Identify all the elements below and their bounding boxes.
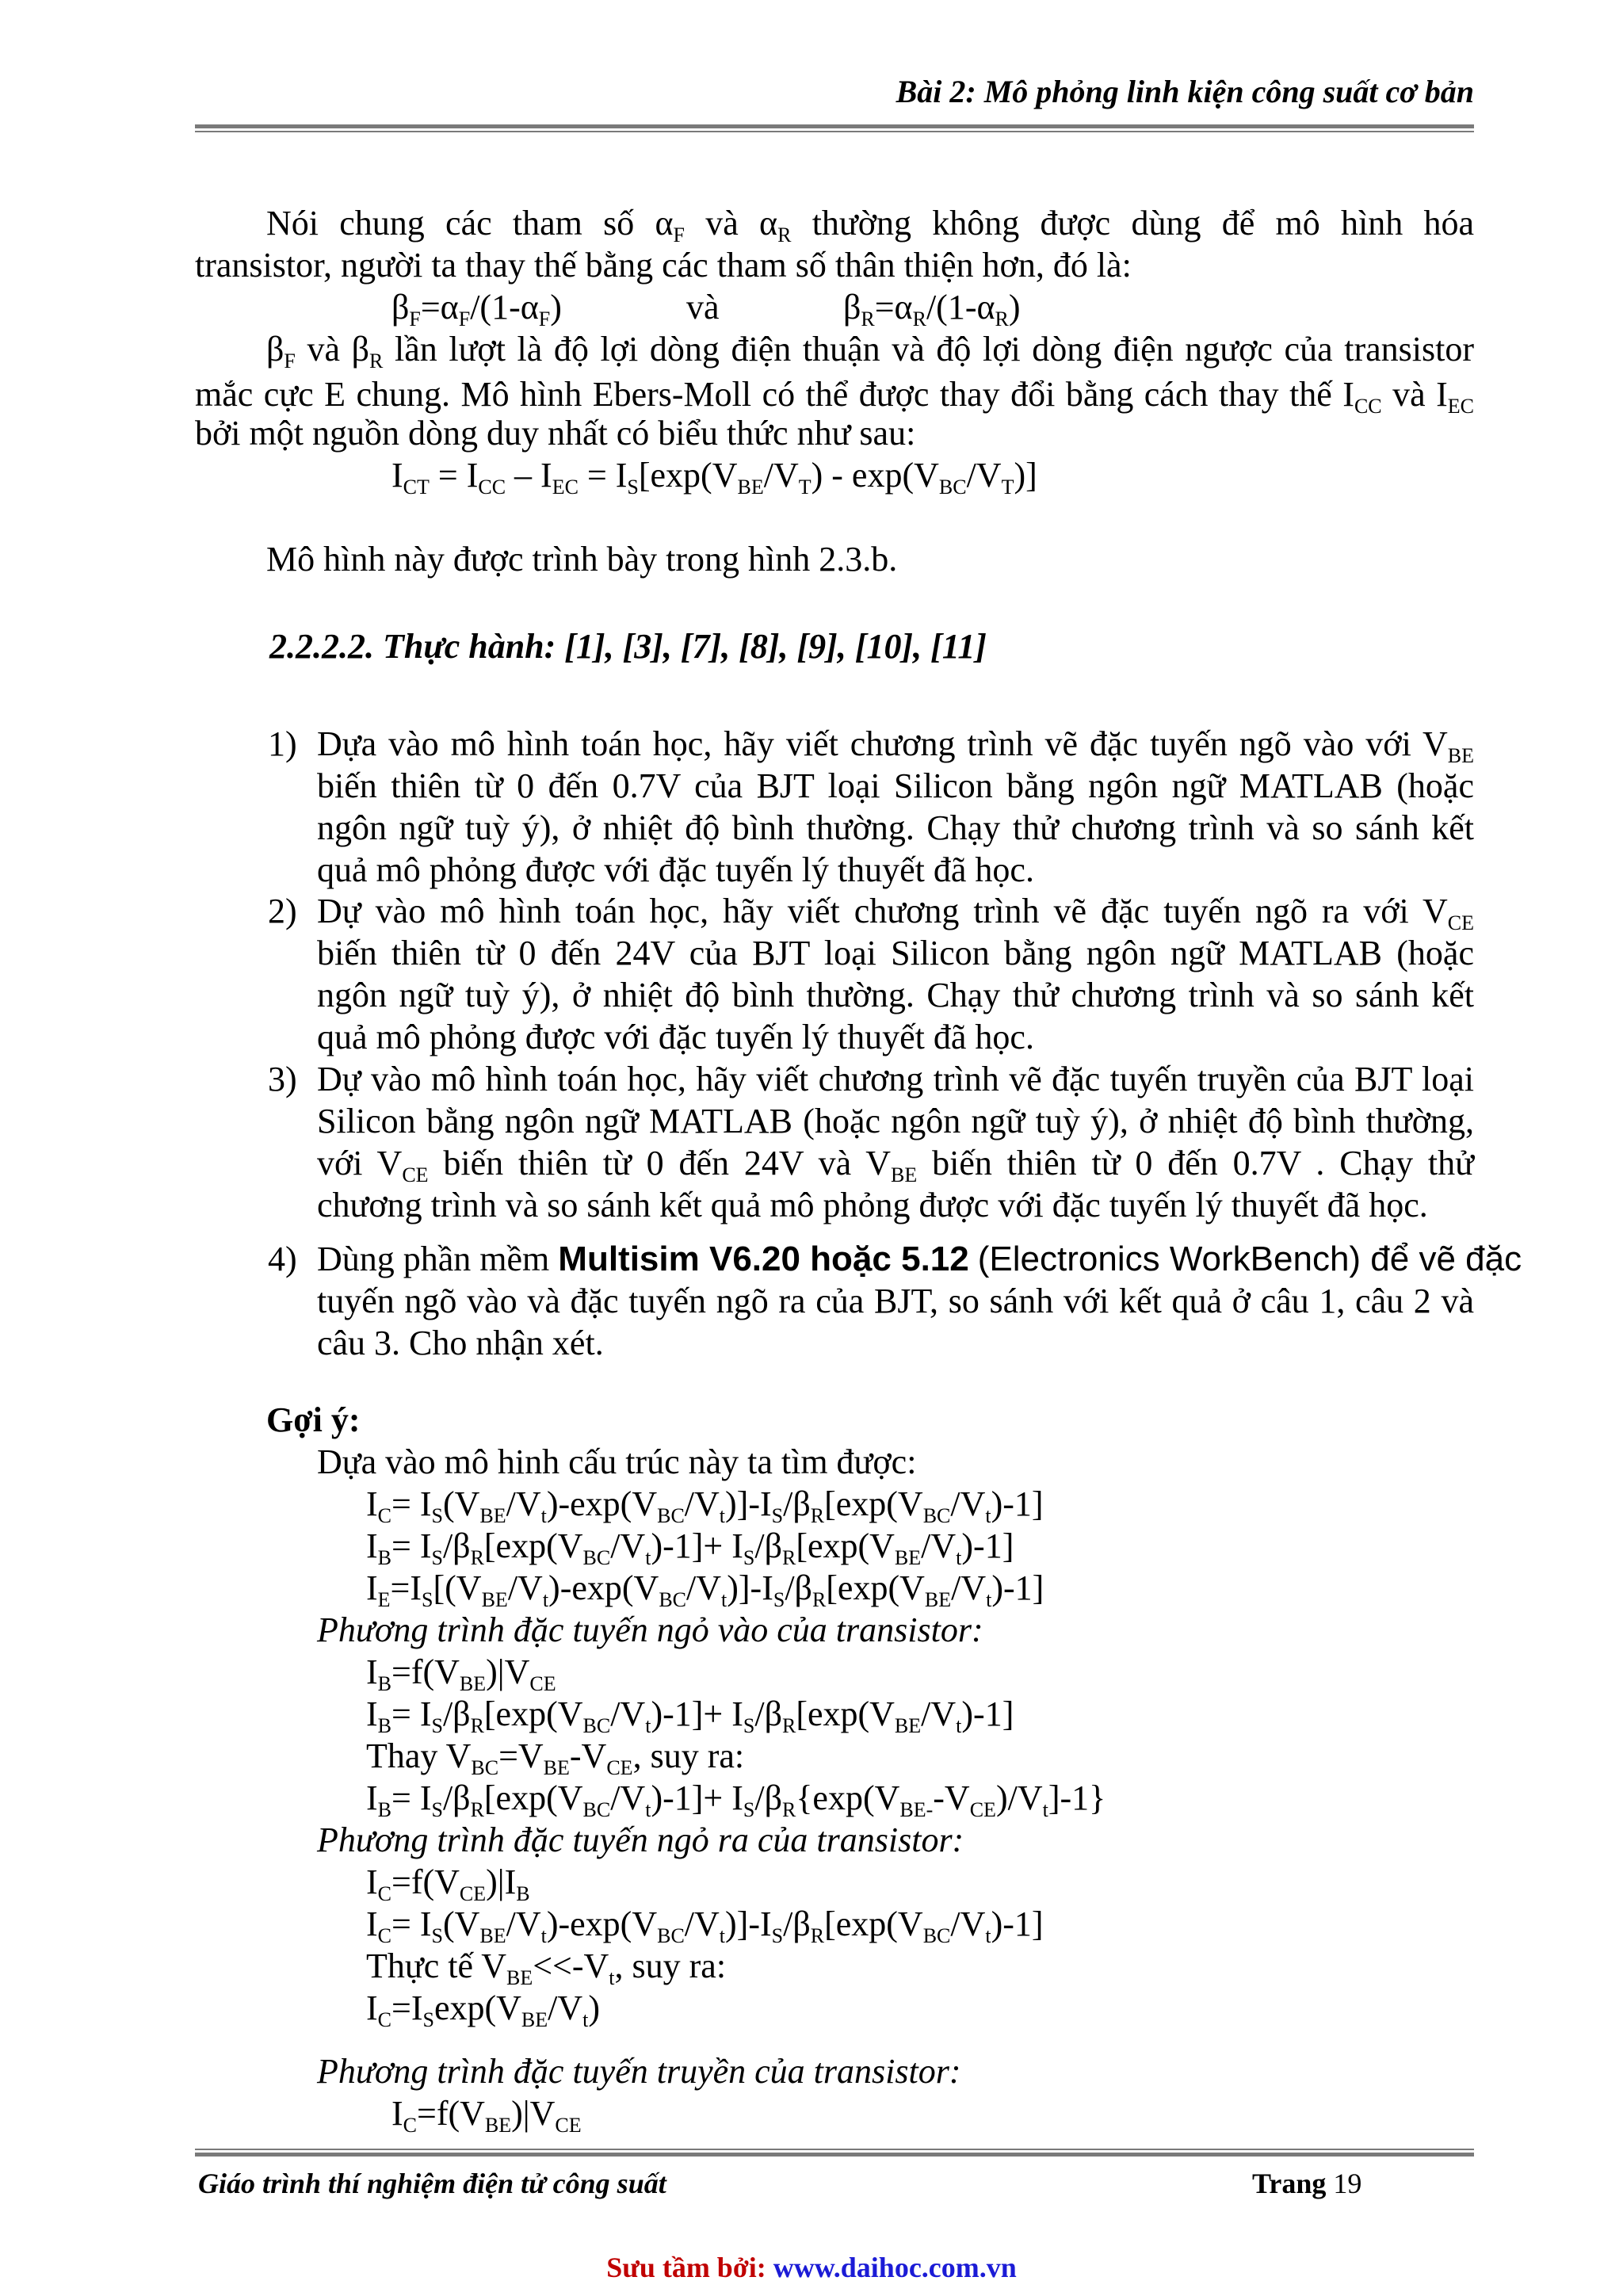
eq-substitute: Thay $V_{BC}=V_{BE}-V_{CE}$, suy ra:: [366, 1736, 745, 1779]
footer-book-title: Giáo trình thí nghiệm điện tử công suất: [198, 2168, 666, 2199]
input-char-title: Phương trình đặc tuyến ngỏ vào của transistor:: [317, 1610, 983, 1649]
ict-formula: $I_{CT} = I_{CC} - I_{EC} = I_S[\exp(V_{BE}/V_T) - \exp(V_{BC}/V_T)]$: [391, 456, 1037, 499]
formula-and: và: [686, 288, 720, 327]
output-char-title: Phương trình đặc tuyến ngỏ ra của transistor:: [317, 1820, 964, 1859]
eq-ie: $I_E=I_S[(V_{BE}/V_t)-\exp(V_{BC}/V_t)]-I_S/\beta_R[\exp(V_{BE}/V_t)-1]$: [366, 1568, 1044, 1611]
task-1-line-4: quả mô phỏng được với đặc tuyến lý thuyết đã học.: [317, 850, 1034, 889]
eq-ic-func: $I_C=f(V_{CE})|I_B$: [366, 1862, 530, 1905]
source-label: Sưu tầm bởi:: [606, 2252, 766, 2283]
page-header-title: Bài 2: Mô phỏng linh kiện công suất cơ bản: [896, 74, 1474, 109]
task-4-text-1: Dùng phần mềm: [317, 1240, 550, 1278]
task-4-text-2: (Electronics WorkBench) để vẽ đặc: [977, 1240, 1522, 1278]
task-3-line-1: Dự vào mô hình toán học, hãy viết chương trình vẽ đặc tuyến truyền của BJT loại: [317, 1060, 1474, 1098]
task-3-line-2: Silicon bằng ngôn ngữ MATLAB (hoặc ngôn ngữ tuỳ ý), ở nhiệt độ bình thường,: [317, 1102, 1474, 1140]
intro-line-2: transistor, người ta thay thế bằng các tham số thân thiện hơn, đó là:: [195, 246, 1132, 285]
eq-ib-3: $I_B= I_S/\beta_R[\exp(V_{BC}/V_t)-1]+ I_S/\beta_R\{\exp(V_{BE-}-V_{CE})/V_t]-1$}: [366, 1778, 1106, 1821]
task-1-number: 1): [268, 724, 297, 763]
section-heading: 2.2.2.2. Thực hành: [1], [3], [7], [8], [9], [10], [11]: [269, 627, 987, 666]
footer-rule: [195, 2153, 1474, 2157]
intro-text-1: Nói chung các tham số α: [266, 204, 674, 243]
intro-line-4: mắc cực E chung. Mô hình Ebers-Moll có thể được thay đổi bằng cách thay thế $I_{CC}$ và $I_{EC}$: [195, 375, 1474, 418]
task-4-line-2: tuyến ngõ vào và đặc tuyến ngõ ra của BJT, so sánh với kết quả ở câu 1, câu 2 và: [317, 1282, 1474, 1320]
hint-intro: Dựa vào mô hinh cấu trúc này ta tìm được:: [317, 1442, 917, 1481]
page-number: 19: [1333, 2168, 1362, 2199]
task-4-line-3: câu 3. Cho nhận xét.: [317, 1324, 604, 1362]
substitute-suffix: , suy ra:: [632, 1736, 745, 1775]
task-2-line-2: biến thiên từ 0 đến 24V của BJT loại Silicon bằng ngôn ngữ MATLAB (hoặc: [317, 934, 1474, 972]
eq-ic-3: $I_C=I_S\exp(V_{BE}/V_t)$: [366, 1988, 601, 2031]
task-1-line-2: biến thiên từ 0 đến 0.7V của BJT loại Silicon bằng ngôn ngữ MATLAB (hoặc: [317, 766, 1474, 805]
eq-ib: $I_B= I_S/\beta_R[\exp(V_{BC}/V_t)-1]+ I_S/\beta_R[\exp(V_{BE}/V_t)-1]$: [366, 1526, 1014, 1569]
hint-title: Gợi ý:: [266, 1400, 361, 1439]
task-3-line-4: chương trình và so sánh kết quả mô phỏng được với đặc tuyến lý thuyết đã học.: [317, 1186, 1428, 1224]
task-4-line-1: [317, 1239, 1522, 1279]
eq-ic-2: $I_C= I_S(V_{BE}/V_t)-\exp(V_{BC}/V_t)]-I_S/\beta_R[\exp(V_{BC}/V_t)-1]$: [366, 1904, 1044, 1947]
task-2-line-4: quả mô phỏng được với đặc tuyến lý thuyết đã học.: [317, 1018, 1034, 1056]
header-rule: [195, 124, 1474, 128]
footer-page: [1252, 2167, 1361, 2200]
task-2-number: 2): [268, 892, 297, 930]
practice-text: Thực tế V: [366, 1946, 506, 1985]
header-rule-thin: [195, 131, 1474, 132]
source-credit: [0, 2251, 1623, 2284]
footer-rule-thin: [195, 2149, 1474, 2150]
task-4-software: Multisim V6.20 hoặc 5.12: [558, 1240, 969, 1278]
eq-ic-transfer: $I_C=f(V_{BE})|V_{CE}$: [391, 2094, 582, 2137]
intro-text-3: β: [266, 330, 285, 369]
transfer-char-title: Phương trình đặc tuyến truyền của transistor:: [317, 2052, 961, 2091]
beta-f-formula: $\beta_F=\alpha_F/(1-\alpha_F)$: [391, 288, 562, 330]
task-2-line-3: ngôn ngữ tuỳ ý), ở nhiệt độ bình thường. Chạy thử chương trình và so sánh kết: [317, 976, 1474, 1014]
eq-practice: Thực tế $V_{BE}<<-V_t$, suy ra:: [366, 1946, 727, 1989]
task-1-line-3: ngôn ngữ tuỳ ý), ở nhiệt độ bình thường. Chạy thử chương trình và so sánh kết: [317, 808, 1474, 847]
practice-suffix: , suy ra:: [614, 1946, 727, 1985]
source-link[interactable]: www.daihoc.com.vn: [773, 2252, 1017, 2283]
task-2-text-1: Dự vào mô hình toán học, hãy viết chương trình vẽ đặc tuyến ngõ ra với V: [317, 892, 1448, 930]
beta-r-formula: $\beta_R=\alpha_R/(1-\alpha_R)$: [843, 288, 1021, 330]
intro-line-1: Nói chung các tham số $\alpha_F$ và $\alpha_R$ thường không được dùng để mô hình hóa: [266, 204, 1474, 246]
task-1-text-1: Dựa vào mô hình toán học, hãy viết chương trình vẽ đặc tuyến ngõ vào với V: [317, 724, 1448, 763]
task-2-line-1: Dự vào mô hình toán học, hãy viết chương trình vẽ đặc tuyến ngõ ra với $V_{CE}$: [317, 892, 1474, 934]
task-3-line-3: với $V_{CE}$ biến thiên từ 0 đến 24V và $V_{BE}$ biến thiên từ 0 đến 0.7V . Chạy thử: [317, 1144, 1475, 1186]
eq-ib-2: $I_B= I_S/\beta_R[\exp(V_{BC}/V_t)-1]+ I_S/\beta_R[\exp(V_{BE}/V_t)-1]$: [366, 1694, 1014, 1737]
task-4-number: 4): [268, 1240, 297, 1278]
task-1-line-1: Dựa vào mô hình toán học, hãy viết chương trình vẽ đặc tuyến ngõ vào với $V_{BE}$: [317, 724, 1474, 767]
eq-ib-func: $I_B=f(V_{BE})|V_{CE}$: [366, 1652, 556, 1695]
page-label: Trang: [1252, 2168, 1327, 2199]
intro-line-5: bởi một nguồn dòng duy nhất có biểu thức như sau:: [195, 414, 916, 453]
intro-text-4: mắc cực E chung. Mô hình Ebers-Moll có thể được thay đổi bằng cách thay thế I: [195, 375, 1354, 414]
substitute-text: Thay V: [366, 1736, 472, 1775]
model-reference: Mô hình này được trình bày trong hình 2.3.b.: [266, 540, 898, 579]
eq-ic: $I_C= I_S(V_{BE}/V_t)-\exp(V_{BC}/V_t)]-I_S/\beta_R[\exp(V_{BC}/V_t)-1]$: [366, 1484, 1044, 1527]
task-3-text-3: với V: [317, 1144, 403, 1182]
intro-line-3: $\beta_F$ và $\beta_R$ lần lượt là độ lợi dòng điện thuận và độ lợi dòng điện ngược của transistor: [266, 330, 1474, 372]
task-3-number: 3): [268, 1060, 297, 1098]
